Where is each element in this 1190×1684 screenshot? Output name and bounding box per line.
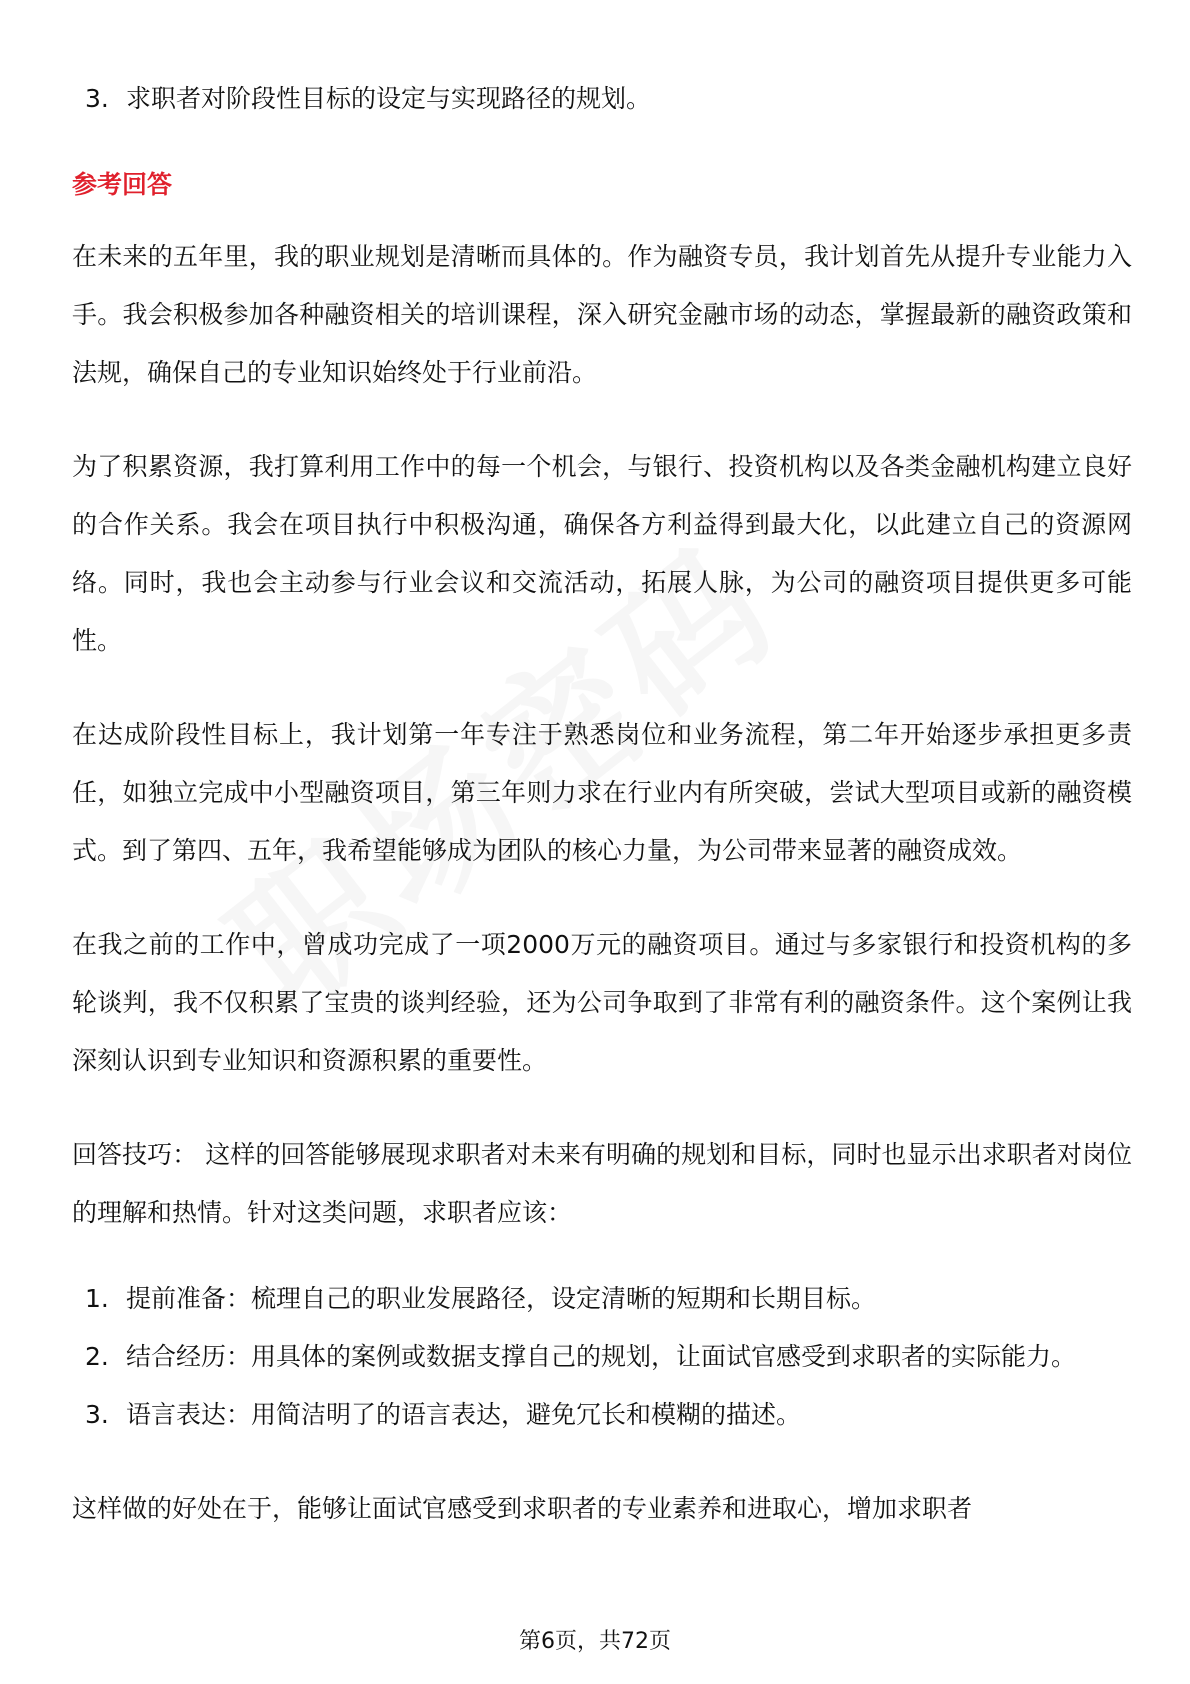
criteria-list bbox=[72, 70, 1132, 128]
list-item-text: 结合经历：用具体的案例或数据支撑自己的规划，让面试官感受到求职者的实际能力。 bbox=[126, 1342, 1077, 1371]
answer-paragraph-1: 在未来的五年里，我的职业规划是清晰而具体的。作为融资专员，我计划首先从提升专业能力入手。我会积极参加各种融资相关的培训课程，深入研究金融市场的动态，掌握最新的融资政策和法规，确保自己的专业知识始终处于行业前沿。 bbox=[72, 242, 1132, 387]
list-item-text: 求职者对阶段性目标的设定与实现路径的规划。 bbox=[126, 84, 652, 113]
answer-tips-paragraph: 回答技巧： 这样的回答能够展现求职者对未来有明确的规划和目标，同时也显示出求职者对岗位的理解和热情。针对这类问题，求职者应该： bbox=[72, 1140, 1132, 1227]
list-item-text: 提前准备：梳理自己的职业发展路径，设定清晰的短期和长期目标。 bbox=[126, 1284, 877, 1313]
reference-answer-heading: 参考回答 bbox=[72, 170, 173, 199]
list-item bbox=[72, 1328, 1132, 1386]
answer-paragraph-2: 为了积累资源，我打算利用工作中的每一个机会，与银行、投资机构以及各类金融机构建立良好的合作关系。我会在项目执行中积极沟通，确保各方利益得到最大化，以此建立自己的资源网络。同时，我也会主动参与行业会议和交流活动，拓展人脉，为公司的融资项目提供更多可能性。 bbox=[72, 452, 1132, 655]
list-item-number: 2. bbox=[85, 1342, 109, 1371]
tips-list bbox=[72, 1270, 1132, 1444]
list-item-number: 1. bbox=[85, 1284, 109, 1313]
list-item-number: 3. bbox=[85, 1400, 109, 1429]
document-page bbox=[72, 70, 1132, 1563]
closing-paragraph: 这样做的好处在于，能够让面试官感受到求职者的专业素养和进取心，增加求职者 bbox=[72, 1494, 973, 1523]
page-footer: 第6页，共72页 bbox=[519, 1629, 671, 1654]
list-item-number: 3. bbox=[85, 84, 109, 113]
answer-paragraph-3: 在达成阶段性目标上，我计划第一年专注于熟悉岗位和业务流程，第二年开始逐步承担更多责任，如独立完成中小型融资项目，第三年则力求在行业内有所突破，尝试大型项目或新的融资模式。到了第四、五年，我希望能够成为团队的核心力量，为公司带来显著的融资成效。 bbox=[72, 720, 1132, 865]
list-item bbox=[72, 70, 1132, 128]
list-item-text: 语言表达：用简洁明了的语言表达，避免冗长和模糊的描述。 bbox=[126, 1400, 802, 1429]
answer-paragraph-4: 在我之前的工作中，曾成功完成了一项2000万元的融资项目。通过与多家银行和投资机构的多轮谈判，我不仅积累了宝贵的谈判经验，还为公司争取到了非常有利的融资条件。这个案例让我深刻认识到专业知识和资源积累的重要性。 bbox=[72, 930, 1132, 1075]
list-item bbox=[72, 1386, 1132, 1444]
list-item bbox=[72, 1270, 1132, 1328]
